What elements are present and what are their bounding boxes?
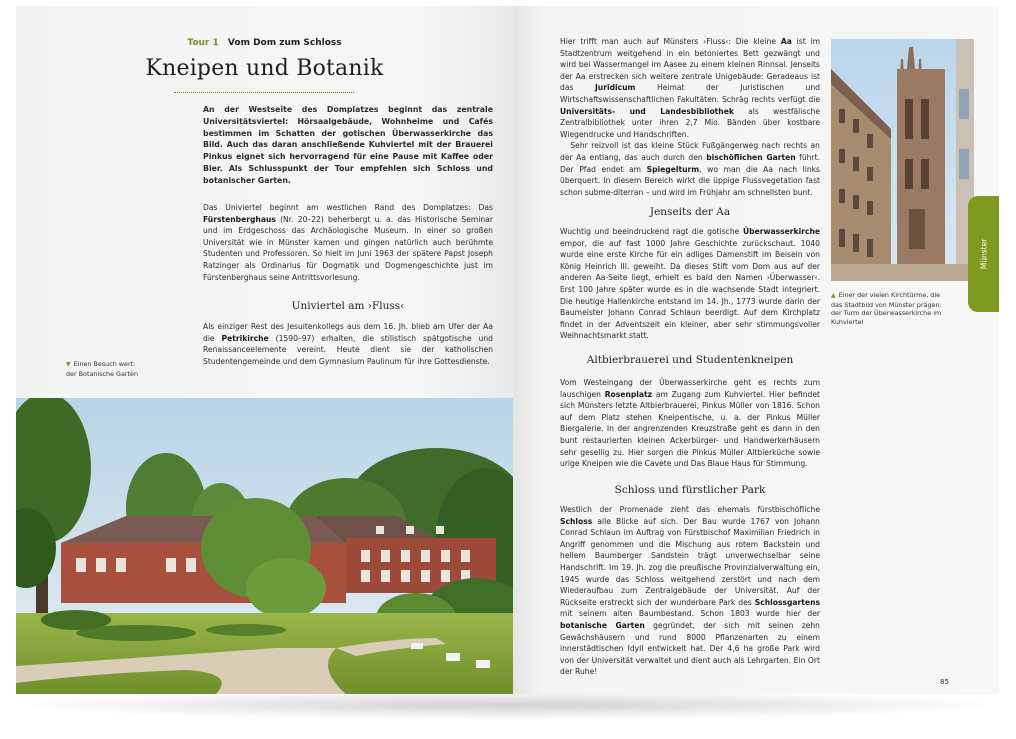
right-paragraph-4: Westlich der Promenade zieht das ehemals fürstbischöfliche Schloss alle Blicke auf sich. Der Bau wurde 1767 von Johann Conrad Schlaun im Auftrag von Fürstbischof Maximilian Friedrich in Angriff genommen und die Mischung aus rotem Backstein und hellem Baumberger Sandstein trägt unverwechselbar seine Handschrift. Im 19. Jh. zog die preußische Provinzialverwaltung ein, 1945 wurde das Schloss weitgehend zerstört und nach dem Wiederaufbau zum Zentralgebäude der Universität. Auf der Rückseite erstreckt sich der wunderbare Park des Schlossgartens mit seinem alten Baumbestand. Schon 1803 wurde hier der botanische Garten gegründet, der sich mit seinen zehn Gewächshäusern und rund 8000 Pflanzenarten zu einem innerstädtischen Idyll entwickelt hat. Der 4,6 ha große Park wird von der Universität verwaltet und dient auch als Lehrgarten. Ein Ort der Ruhe! bbox=[560, 505, 820, 677]
right-paragraph-2: Wuchtig und beeindruckend ragt die gotische Überwasserkirche empor, die auf fast 1000 Jahre Geschichte zurückschaut. 1040 wurde eine erste Kirche für ein adliges Damenstift im Beisein von König Heinrich III. geweiht. Da dieses Stift vom Dom aus auf der anderen Aa-Seite liegt, erhielt es bald den Namen ›Überwasser‹. Erst 100 Jahre später wurde es in die wachsende Stadt integriert. Die heutige Hallenkirche entstand im 14. Jh., 1773 wurde darin der Baumeister Johann Conrad Schlaun beerdigt. Auf dem Kirchplatz findet in der Adventszeit ein kleiner, aber sehr stimmungsvoller Weihnachtsmarkt statt. bbox=[560, 227, 820, 341]
chapter-side-tab bbox=[968, 196, 999, 312]
right-page bbox=[513, 6, 999, 694]
church-photo-caption: ▲ Einer der vielen Kirchtürme, die das Stadtbild von Münster prägen: der Turm der Überwasserkirche im Kuhviertel bbox=[831, 291, 942, 326]
garden-photo-caption: ▼ Einen Besuch wert: der Botanische Garten bbox=[66, 360, 139, 378]
title-divider bbox=[174, 92, 354, 93]
caption-pointer-icon: ▲ bbox=[831, 292, 836, 299]
right-paragraph-3: Vom Westeingang der Überwasserkirche geht es rechts zum lauschigen Rosenplatz am Zugang zum Kuhviertel. Hier befindet sich Münsters letzte Altbierbrauerei, Pinkus Müller von 1816. Schon auf dem Platz stehen Kneipentische, u. a. der Pinkus Müller Biergalerie. In der angrenzenden Kreuzstraße geht es dann in den bunt restaurierten kleinen Ackerbürger- und Handwerkerhäusern sehr gesellig zu. Hier sorgen die Pinkus Müller Altbierküche sowie urige Kneipen wie die Cavete und Das Blaue Haus für Stimmung. bbox=[560, 378, 820, 469]
right-paragraph-1: Hier trifft man auch auf Münsters ›Fluss‹: Die kleine Aa ist im Stadtzentrum weitgehend in ein betoniertes Bett gezwängt und wird bei Wassermangel im Aasee zu einem kleinen Rinnsal. Jenseits der Aa erstrecken sich weitere zentrale Unigebäude: Geradeaus ist das Juridicum Heimat der Juristischen und Wirtschaftswissenschaftlichen Fakultäten. Schräg rechts verfügt die Universitäts- und Landesbibliothek als westfälische Zentralbibliothek unter ihren 2,7 Mio. Bänden über kostbare Wiegendrucke und Handschriften. Sehr reizvoll ist das kleine Stück Fußgängerweg nach rechts an der Aa entlang, das auch durch den bischöflichen Garten führt. Der Pfad endet am Spiegelturm, wo man die Aa nach links überquert. In diesem Bereich wirkt die üppige Flussvegetation fast schon subme-diterran – und wird im Frühjahr am schnellsten bunt. bbox=[560, 37, 820, 197]
subheading-schloss: Schloss und fürstlicher Park bbox=[614, 484, 766, 496]
book-shadow bbox=[10, 690, 1006, 720]
page-number: 85 bbox=[940, 678, 949, 686]
left-page bbox=[16, 6, 513, 694]
subheading-jenseits: Jenseits der Aa bbox=[649, 206, 731, 218]
subheading-altbier: Altbierbrauerei und Studentenkneipen bbox=[586, 354, 794, 366]
tour-number: Tour 1 bbox=[187, 38, 219, 48]
lead-paragraph: An der Westseite des Domplatzes beginnt das zentrale Universitätsviertel: Hörsaalgebäude, Wohnheime und Cafés bestimmen im Schatten der gotischen Überwasserkirche das Bild. Auch das daran anschließende Kuhviertel mit der Brauerei Pinkus eignet sich hervorragend für eine Pause mit Kaffee oder Bier. Als Schlusspunkt der Tour empfehlen sich Schloss und botanischer Garten. bbox=[203, 105, 493, 185]
tour-header bbox=[16, 38, 513, 48]
tour-title: Vom Dom zum Schloss bbox=[227, 38, 342, 48]
caption-pointer-icon: ▼ bbox=[66, 361, 71, 368]
church-tower-photo bbox=[831, 39, 974, 281]
subheading-univiertel: Univiertel am ›Fluss‹ bbox=[291, 300, 405, 312]
body-paragraph-2: Als einziger Rest des Jesuitenkollegs aus dem 16. Jh. blieb am Ufer der Aa die Petrikirche (1590–97) erhalten, die stilistisch spätgotische und Renaissanceelemente vereint. Heute dient sie der katholischen Studentengemeinde und dem Gymnasium Paulinum für ihre Gottesdienste. bbox=[203, 322, 493, 366]
chapter-title: Kneipen und Botanik bbox=[145, 56, 384, 81]
body-paragraph-1: Das Univiertel beginnt am westlichen Rand des Domplatzes: Das Fürstenberghaus (Nr. 20–22) beherbergt u. a. das Historische Seminar und im Erdgeschoss das Archäologische Museum. In einer so großen Universität wie in Münster kamen und gingen natürlich auch berühmte Studenten und Professoren. So hielt im Juni 1963 der spätere Papst Joseph Ratzinger als Ordinarius für Dogmatik und Dogmengeschichte just im Fürstenberghaus seine Antrittsvorlesung. bbox=[203, 203, 493, 282]
side-tab-label: Münster bbox=[979, 238, 988, 270]
botanical-garden-photo bbox=[16, 398, 513, 694]
